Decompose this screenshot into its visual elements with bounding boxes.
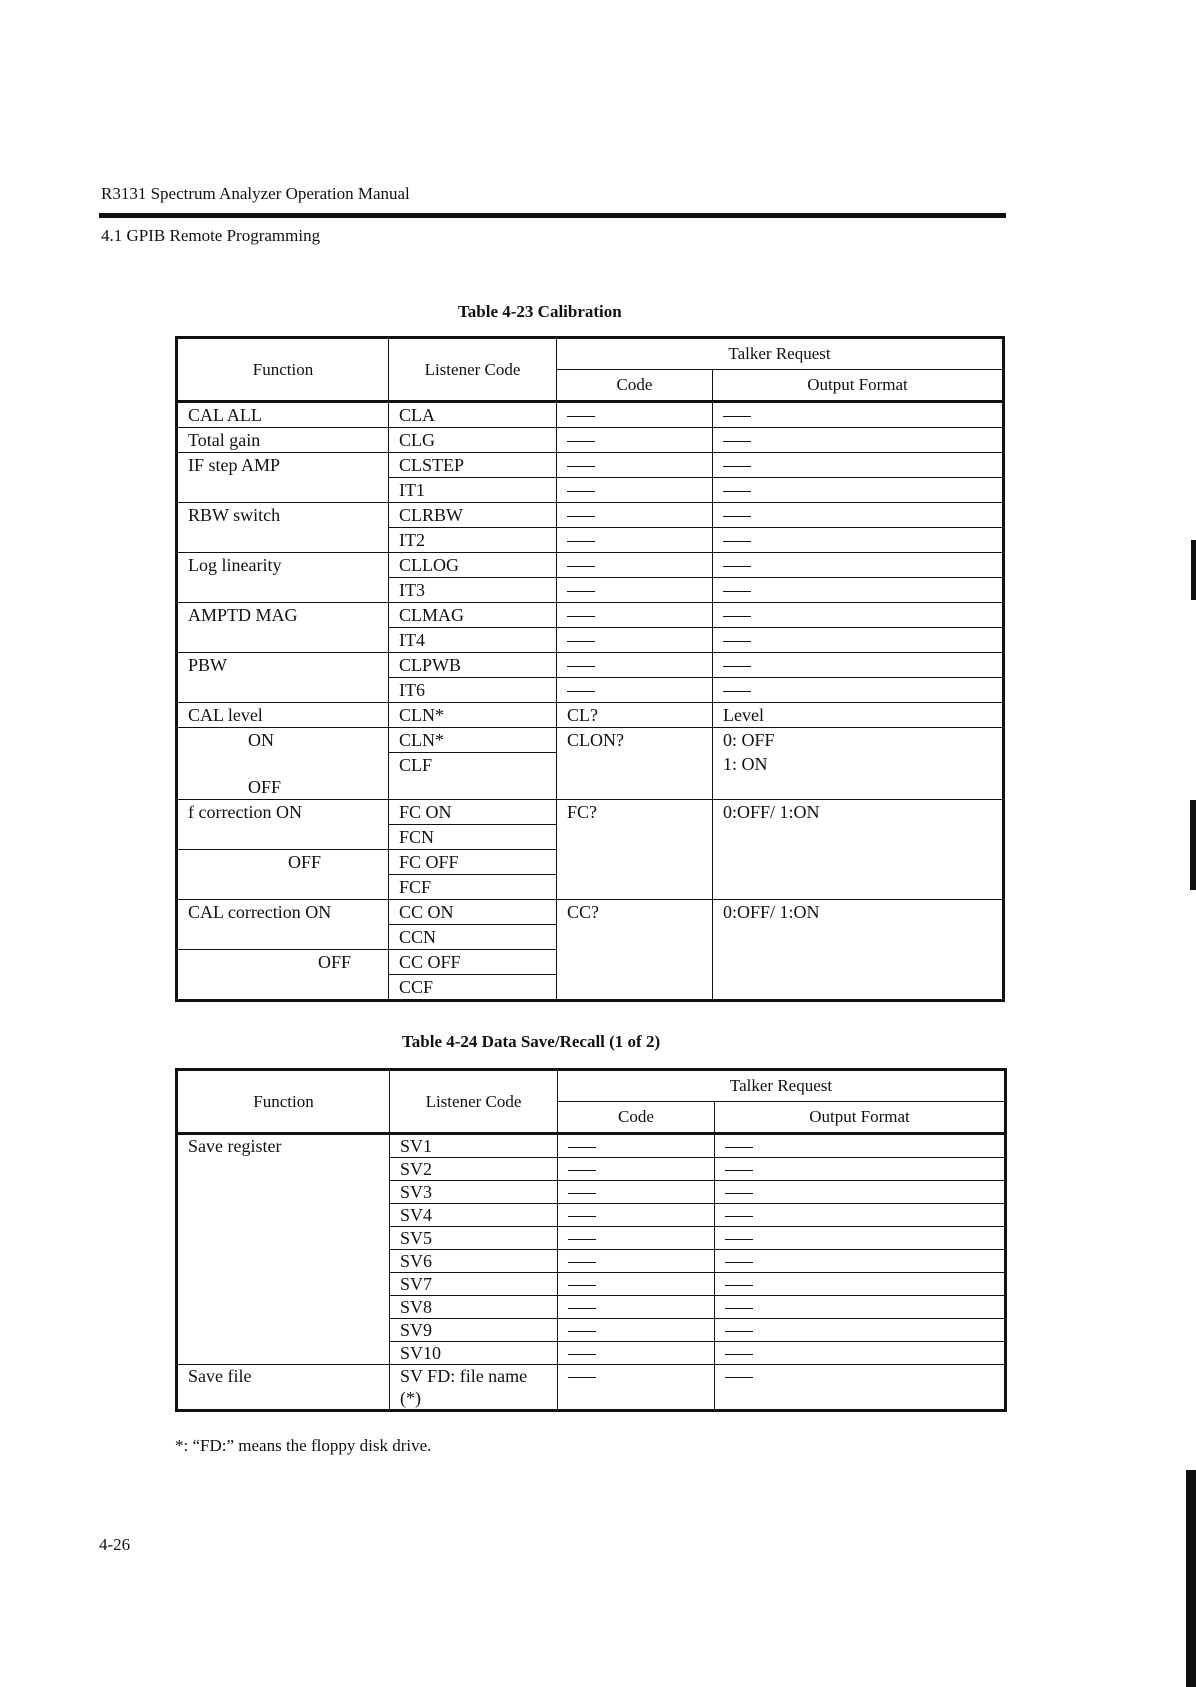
calibration-table bbox=[175, 336, 1005, 1002]
col-talker: Talker Request bbox=[558, 1070, 1006, 1102]
dash bbox=[567, 541, 595, 542]
dash bbox=[568, 1147, 596, 1148]
function-cell: Save register bbox=[177, 1134, 390, 1365]
table-row bbox=[177, 428, 1004, 453]
scan-edge-mark bbox=[1191, 540, 1196, 600]
dash bbox=[725, 1216, 753, 1217]
dash bbox=[567, 516, 595, 517]
dash bbox=[568, 1170, 596, 1171]
col-listener: Listener Code bbox=[389, 338, 557, 402]
listener-cell: CLSTEP bbox=[389, 453, 557, 478]
dash bbox=[567, 641, 595, 642]
dash bbox=[568, 1193, 596, 1194]
dash bbox=[723, 616, 751, 617]
dash bbox=[723, 466, 751, 467]
page-number: 4-26 bbox=[99, 1535, 131, 1554]
dash bbox=[725, 1170, 753, 1171]
dash bbox=[723, 441, 751, 442]
listener-cell: SV1 bbox=[390, 1134, 558, 1158]
table2-caption: Table 4-24 Data Save/Recall (1 of 2) bbox=[402, 1032, 661, 1051]
listener-cell: SV10 bbox=[390, 1342, 558, 1365]
listener-cell: SV7 bbox=[390, 1273, 558, 1296]
dash bbox=[723, 566, 751, 567]
table-row bbox=[177, 503, 1004, 528]
function-cell: PBW bbox=[177, 653, 389, 703]
listener-cell: SV2 bbox=[390, 1158, 558, 1181]
table-row bbox=[177, 603, 1004, 628]
output-line: 1: ON bbox=[723, 754, 768, 774]
dash bbox=[723, 491, 751, 492]
listener-cell: CCF bbox=[389, 974, 557, 1000]
dash bbox=[725, 1239, 753, 1240]
col-output: Output Format bbox=[715, 1102, 1006, 1134]
table-row bbox=[177, 453, 1004, 478]
dash bbox=[568, 1308, 596, 1309]
dash bbox=[725, 1262, 753, 1263]
function-cell: CAL level bbox=[177, 703, 389, 728]
listener-line: SV FD: file name bbox=[400, 1366, 528, 1386]
listener-cell: CLG bbox=[389, 428, 557, 453]
function-cell: OFF bbox=[318, 951, 352, 972]
table-row bbox=[177, 799, 1004, 824]
dash bbox=[723, 641, 751, 642]
listener-cell: CLMAG bbox=[389, 603, 557, 628]
function-cell: f correction ON bbox=[177, 799, 389, 824]
code-cell: FC? bbox=[557, 799, 713, 899]
listener-cell: SV4 bbox=[390, 1204, 558, 1227]
listener-cell: SV6 bbox=[390, 1250, 558, 1273]
dash bbox=[568, 1285, 596, 1286]
function-cell: CAL ALL bbox=[177, 402, 389, 428]
scan-edge-mark bbox=[1186, 1470, 1196, 1687]
dash bbox=[568, 1331, 596, 1332]
dash bbox=[723, 541, 751, 542]
listener-cell: FCN bbox=[389, 824, 557, 849]
scan-edge-mark bbox=[1190, 800, 1196, 890]
dash bbox=[725, 1285, 753, 1286]
output-line: 0: OFF bbox=[723, 730, 775, 750]
listener-cell: CC OFF bbox=[389, 949, 557, 974]
function-cell: Save file bbox=[177, 1365, 390, 1411]
col-function: Function bbox=[177, 338, 389, 402]
dash bbox=[567, 591, 595, 592]
function-cell: Total gain bbox=[177, 428, 389, 453]
listener-cell: FC ON bbox=[389, 799, 557, 824]
listener-cell: CLLOG bbox=[389, 553, 557, 578]
table-row bbox=[177, 728, 1004, 753]
listener-cell: SV3 bbox=[390, 1181, 558, 1204]
listener-cell: CLRBW bbox=[389, 503, 557, 528]
output-cell: Level bbox=[713, 703, 1004, 728]
dash bbox=[725, 1354, 753, 1355]
listener-cell: CLN* bbox=[389, 728, 557, 753]
listener-cell: SV9 bbox=[390, 1319, 558, 1342]
dash bbox=[568, 1262, 596, 1263]
listener-cell: IT6 bbox=[389, 678, 557, 703]
col-listener: Listener Code bbox=[390, 1070, 558, 1134]
listener-cell: CLN* bbox=[389, 703, 557, 728]
listener-cell: IT1 bbox=[389, 478, 557, 503]
code-cell: CL? bbox=[557, 703, 713, 728]
listener-cell: SV5 bbox=[390, 1227, 558, 1250]
dash bbox=[567, 566, 595, 567]
listener-cell: CC ON bbox=[389, 899, 557, 924]
manual-title: R3131 Spectrum Analyzer Operation Manual bbox=[101, 184, 410, 203]
code-cell: CC? bbox=[557, 899, 713, 1000]
dash bbox=[723, 416, 751, 417]
function-cell: AMPTD MAG bbox=[177, 603, 389, 653]
dash bbox=[567, 466, 595, 467]
table-row bbox=[177, 653, 1004, 678]
dash bbox=[567, 416, 595, 417]
dash bbox=[567, 666, 595, 667]
data-save-recall-table bbox=[175, 1068, 1007, 1412]
listener-cell: CLF bbox=[389, 753, 557, 800]
col-code: Code bbox=[557, 370, 713, 402]
col-code: Code bbox=[558, 1102, 715, 1134]
function-cell: OFF bbox=[248, 776, 282, 797]
dash bbox=[723, 666, 751, 667]
dash bbox=[567, 616, 595, 617]
table-row bbox=[177, 703, 1004, 728]
listener-cell: FCF bbox=[389, 874, 557, 899]
output-cell: 0:OFF/ 1:ON bbox=[713, 799, 1004, 899]
table-row bbox=[177, 899, 1004, 924]
dash bbox=[725, 1331, 753, 1332]
col-function: Function bbox=[177, 1070, 390, 1134]
table-row bbox=[177, 1134, 1006, 1158]
function-cell: CAL correction ON bbox=[177, 899, 389, 924]
col-talker: Talker Request bbox=[557, 338, 1004, 370]
listener-cell bbox=[390, 1365, 558, 1411]
code-cell: CLON? bbox=[557, 728, 713, 800]
table-row bbox=[177, 1365, 1006, 1411]
listener-cell: CLA bbox=[389, 402, 557, 428]
dash bbox=[723, 591, 751, 592]
listener-cell: CLPWB bbox=[389, 653, 557, 678]
dash bbox=[567, 691, 595, 692]
function-cell: Log linearity bbox=[177, 553, 389, 603]
section-title: 4.1 GPIB Remote Programming bbox=[101, 226, 321, 245]
dash bbox=[568, 1216, 596, 1217]
dash bbox=[725, 1193, 753, 1194]
function-cell: OFF bbox=[288, 851, 322, 872]
dash bbox=[567, 441, 595, 442]
function-cell: ON bbox=[248, 730, 274, 750]
dash bbox=[725, 1147, 753, 1148]
dash bbox=[568, 1354, 596, 1355]
dash bbox=[568, 1377, 596, 1378]
listener-cell: CCN bbox=[389, 924, 557, 949]
dash bbox=[568, 1239, 596, 1240]
header-rule bbox=[99, 213, 1006, 218]
listener-cell: IT2 bbox=[389, 528, 557, 553]
table-row bbox=[177, 402, 1004, 428]
col-output: Output Format bbox=[713, 370, 1004, 402]
output-cell: 0:OFF/ 1:ON bbox=[713, 899, 1004, 1000]
footnote: *: “FD:” means the floppy disk drive. bbox=[175, 1436, 432, 1455]
dash bbox=[723, 516, 751, 517]
listener-cell: IT4 bbox=[389, 628, 557, 653]
table1-caption: Table 4-23 Calibration bbox=[458, 302, 622, 321]
listener-cell: SV8 bbox=[390, 1296, 558, 1319]
dash bbox=[723, 691, 751, 692]
dash bbox=[567, 491, 595, 492]
function-cell: RBW switch bbox=[177, 503, 389, 553]
listener-line: (*) bbox=[400, 1388, 421, 1408]
output-cell bbox=[713, 728, 1004, 800]
listener-cell: IT3 bbox=[389, 578, 557, 603]
dash bbox=[725, 1377, 753, 1378]
table-row bbox=[177, 553, 1004, 578]
dash bbox=[725, 1308, 753, 1309]
listener-cell: FC OFF bbox=[389, 849, 557, 874]
function-cell: IF step AMP bbox=[177, 453, 389, 503]
